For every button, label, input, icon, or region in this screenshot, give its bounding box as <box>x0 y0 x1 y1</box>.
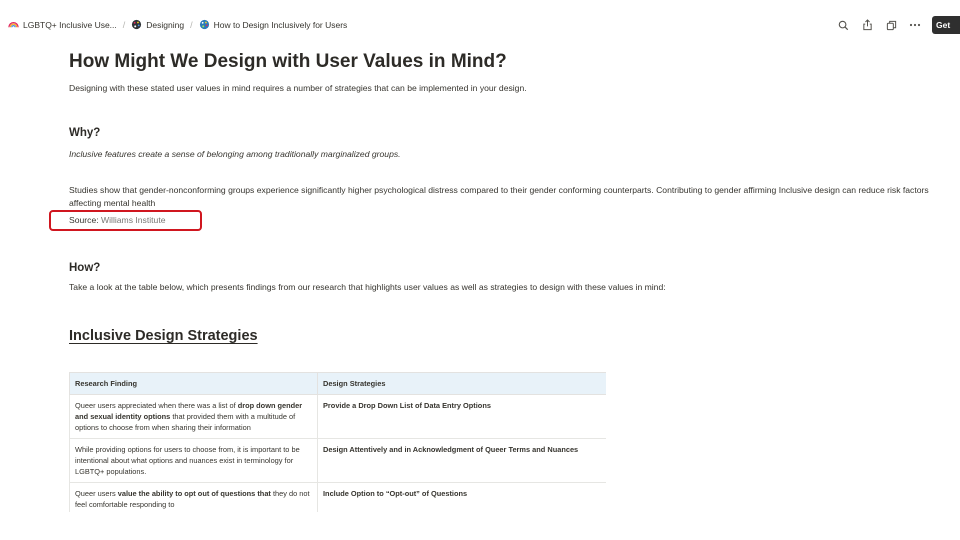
palette-icon <box>131 19 142 30</box>
breadcrumb-separator: / <box>190 19 193 30</box>
table-row <box>70 439 607 483</box>
how-paragraph: Take a look at the table below, which presents findings from our research that highlights user values as well as strategies to design with these values in mind: <box>69 282 666 292</box>
rainbow-icon <box>8 19 19 30</box>
how-heading: How? <box>69 262 101 274</box>
get-button[interactable]: Get <box>932 16 960 34</box>
why-subtext: Inclusive features create a sense of belonging among traditionally marginalized groups. <box>69 149 401 159</box>
studies-paragraph: Studies show that gender-nonconforming groups experience significantly higher psychological distress compared to their gender conforming counterparts. Contributing to gender affirming Inclusive design can reduce risk factors affecting mental health <box>69 185 929 208</box>
duplicate-icon[interactable] <box>882 16 900 34</box>
finding-cell: Queer users appreciated when there was a list of drop down gender and sexual identity options that provided them with a multitude of options to choose from when sharing their information <box>70 395 318 439</box>
page-title: How Might We Design with User Values in Mind? <box>69 51 507 72</box>
finding-cell: While providing options for users to choose from, it is important to be intentional about what options and nuances exist in terminology for LGBTQ+ populations. <box>70 439 318 483</box>
strategies-table-container <box>69 372 606 512</box>
strategies-heading: Inclusive Design Strategies <box>69 328 258 344</box>
intro-paragraph: Designing with these stated user values in mind requires a number of strategies that can be implemented in your design. <box>69 83 527 93</box>
strategy-cell: Include Option to “Opt-out” of Questions <box>318 483 607 513</box>
strategy-cell: Provide a Drop Down List of Data Entry Options <box>318 395 607 439</box>
breadcrumb-item-workspace[interactable] <box>8 19 117 30</box>
search-icon[interactable] <box>834 16 852 34</box>
palette-icon <box>199 19 210 30</box>
breadcrumb-label: LGBTQ+ Inclusive Use... <box>23 19 117 30</box>
table-header-row <box>70 373 607 395</box>
breadcrumb-item-current-page[interactable] <box>199 19 348 30</box>
column-header-design-strategies: Design Strategies <box>318 373 607 395</box>
top-bar <box>0 0 960 52</box>
strategy-cell: Design Attentively and in Acknowledgment of Queer Terms and Nuances <box>318 439 607 483</box>
finding-cell: Queer users value the ability to opt out of questions that they do not feel comfortable responding to <box>70 483 318 513</box>
column-header-research-finding: Research Finding <box>70 373 318 395</box>
source-highlight-box <box>49 210 202 231</box>
source-link[interactable]: Williams Institute <box>101 215 166 225</box>
toolbar-actions <box>828 16 960 34</box>
breadcrumb-separator: / <box>122 19 126 30</box>
breadcrumb-label: Designing <box>146 19 185 30</box>
more-options-icon[interactable] <box>906 16 924 34</box>
breadcrumb-label: How to Design Inclusively for Users <box>213 19 348 30</box>
share-icon[interactable] <box>858 16 876 34</box>
strategies-table <box>69 372 606 512</box>
why-heading: Why? <box>69 127 101 139</box>
source-label: Source: <box>69 215 99 225</box>
breadcrumb <box>8 19 347 30</box>
table-row <box>70 395 607 439</box>
table-row <box>70 483 607 513</box>
breadcrumb-item-designing[interactable] <box>131 19 184 30</box>
